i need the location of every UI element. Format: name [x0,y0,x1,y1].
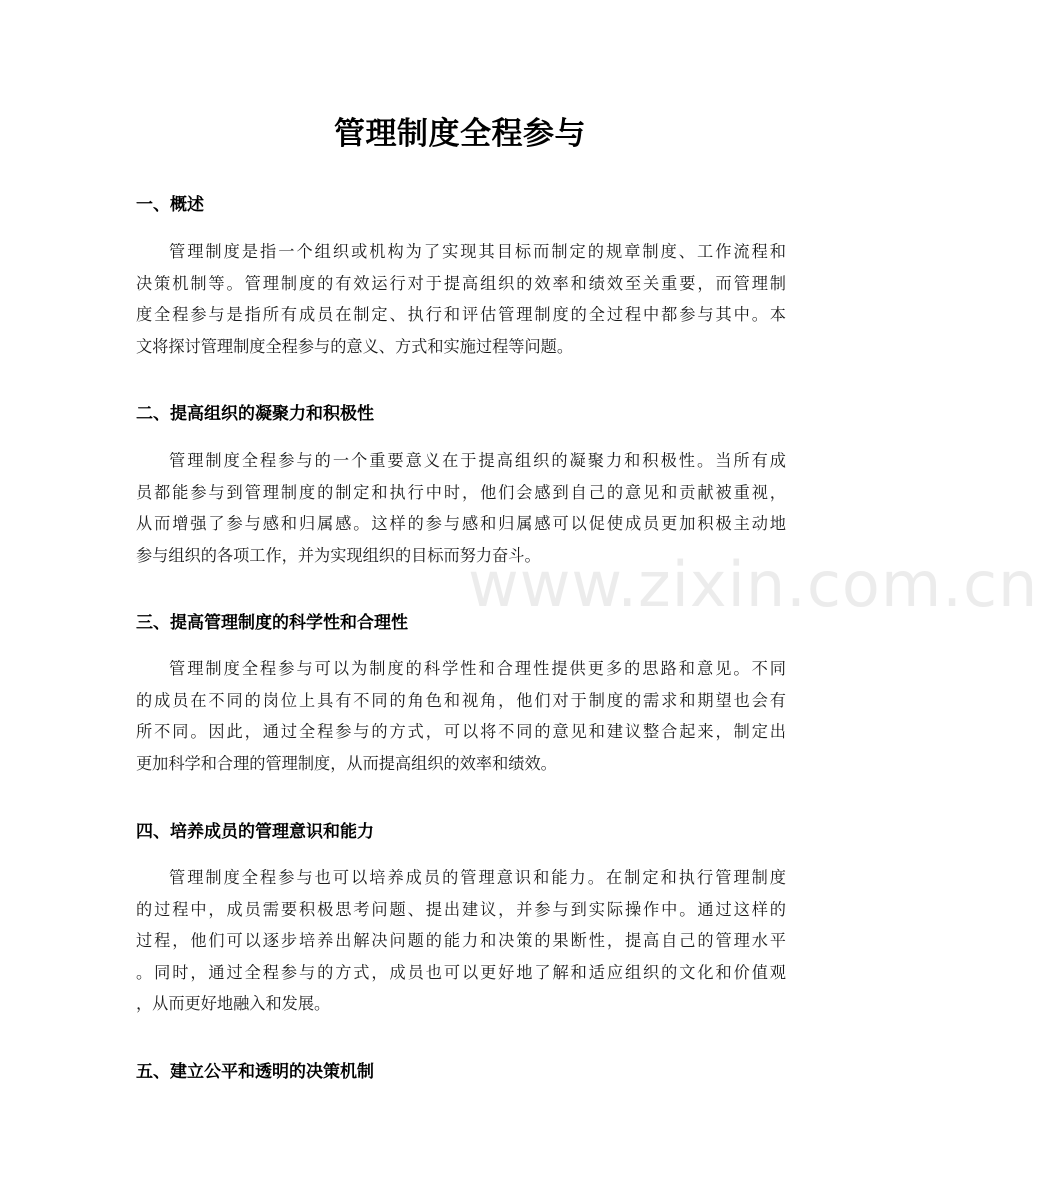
paragraph-line: 管理制度全程参与也可以培养成员的管理意识和能力。在制定和执行管理制度 [169,868,786,887]
paragraph-scientific [136,653,786,779]
section-heading-decision: 五、建立公平和透明的决策机制 [136,1062,374,1082]
paragraph-line: 从而增强了参与感和归属感。这样的参与感和归属感可以促使成员更加积极主动地 [136,514,786,533]
paragraph-line: 。同时，通过全程参与的方式，成员也可以更好地了解和适应组织的文化和价值观 [136,962,786,982]
section-heading-awareness: 四、培养成员的管理意识和能力 [136,822,374,842]
paragraph-line: 的成员在不同的岗位上具有不同的角色和视角，他们对于制度的需求和期望也会有 [136,690,786,710]
paragraph-line: 参与组织的各项工作，并为实现组织的目标而努力奋斗。 [136,545,541,565]
paragraph-line: 决策机制等。管理制度的有效运行对于提高组织的效率和绩效至关重要，而管理制 [136,273,786,293]
paragraph-line: 文将探讨管理制度全程参与的意义、方式和实施过程等问题。 [136,336,574,356]
section-heading-cohesion: 二、提高组织的凝聚力和积极性 [136,404,374,424]
paragraph-line: 员都能参与到管理制度的制定和执行中时，他们会感到自己的意见和贡献被重视， [136,482,786,502]
document-title: 管理制度全程参与 [334,116,586,152]
paragraph-line: 所不同。因此，通过全程参与的方式，可以将不同的意见和建议整合起来，制定出 [136,722,786,741]
paragraph-line: 度全程参与是指所有成员在制定、执行和评估管理制度的全过程中都参与其中。本 [136,305,786,324]
paragraph-line: 管理制度全程参与可以为制度的科学性和合理性提供更多的思路和意见。不同 [169,659,786,678]
watermark: www.zixin.com.cn [468,548,1038,621]
paragraph-line: 过程，他们可以逐步培养出解决问题的能力和决策的果断性，提高自己的管理水平 [136,931,786,950]
paragraph-line: 更加科学和合理的管理制度，从而提高组织的效率和绩效。 [136,753,557,773]
paragraph-line: 管理制度全程参与的一个重要意义在于提高组织的凝聚力和积极性。当所有成 [169,451,786,470]
paragraph-cohesion [136,445,786,571]
paragraph-line: 管理制度是指一个组织或机构为了实现其目标而制定的规章制度、工作流程和 [169,242,786,261]
paragraph-overview [136,236,786,362]
paragraph-awareness [136,862,786,1020]
section-heading-scientific: 三、提高管理制度的科学性和合理性 [136,613,408,633]
paragraph-line: 的过程中，成员需要积极思考问题、提出建议，并参与到实际操作中。通过这样的 [136,899,786,919]
section-heading-overview: 一、概述 [136,195,204,215]
paragraph-line: ，从而更好地融入和发展。 [136,994,331,1013]
